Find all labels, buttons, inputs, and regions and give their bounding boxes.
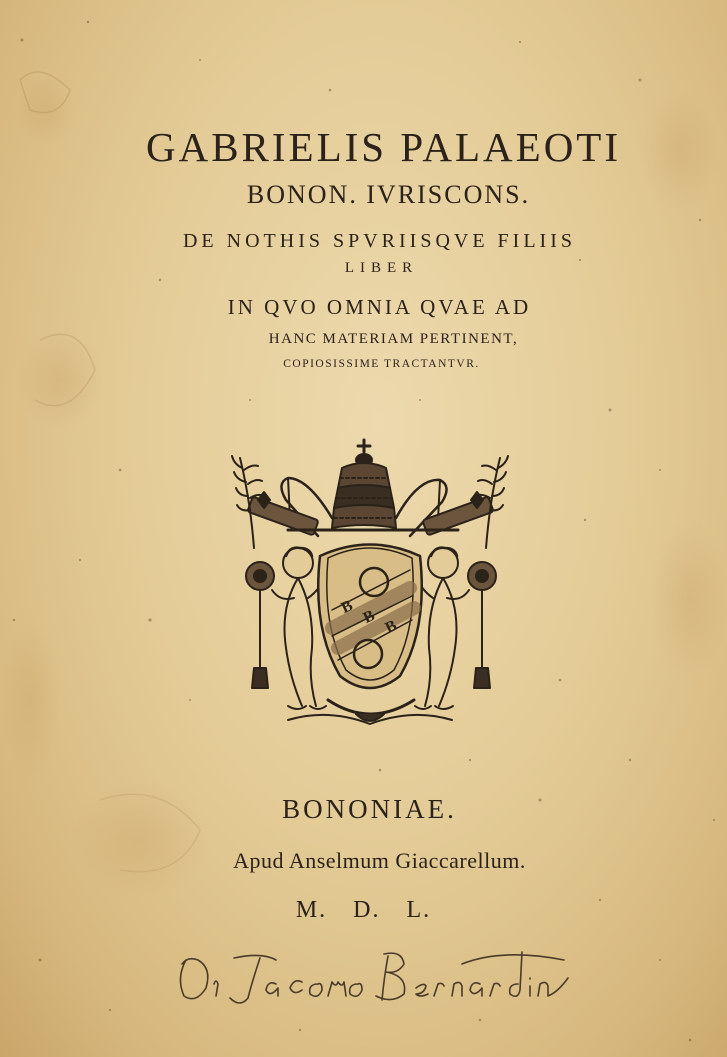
papal-arms-emblem: [228, 438, 513, 738]
book-title: DE NOTHIS SPVRIISQVE FILIIS: [182, 230, 576, 252]
imprint-place: BONONIAE.: [282, 794, 457, 824]
papal-tiara-icon: [332, 440, 396, 528]
subtitle-line-2: HANC MATERIAM PERTINENT,: [268, 331, 519, 347]
handwritten-signature: [172, 938, 572, 1010]
imprint-printer: Apud Anselmum Giaccarellum.: [233, 848, 526, 873]
shield-letter-2: B: [360, 607, 378, 627]
liber-label: LIBER: [344, 260, 419, 276]
shield-letter-3: B: [382, 617, 400, 637]
cherub-right-icon: [415, 548, 469, 709]
subtitle-line-3: COPIOSISSIME TRACTANTVR.: [283, 358, 480, 370]
imprint-year: M. D. L.: [295, 897, 432, 923]
author-name: GABRIELIS PALAEOTI: [145, 124, 621, 170]
author-qualifier: BONON. IVRISCONS.: [246, 180, 531, 209]
subtitle-line-1: IN QVO OMNIA QVAE AD: [227, 295, 532, 319]
shield-letter-1: B: [338, 597, 356, 617]
